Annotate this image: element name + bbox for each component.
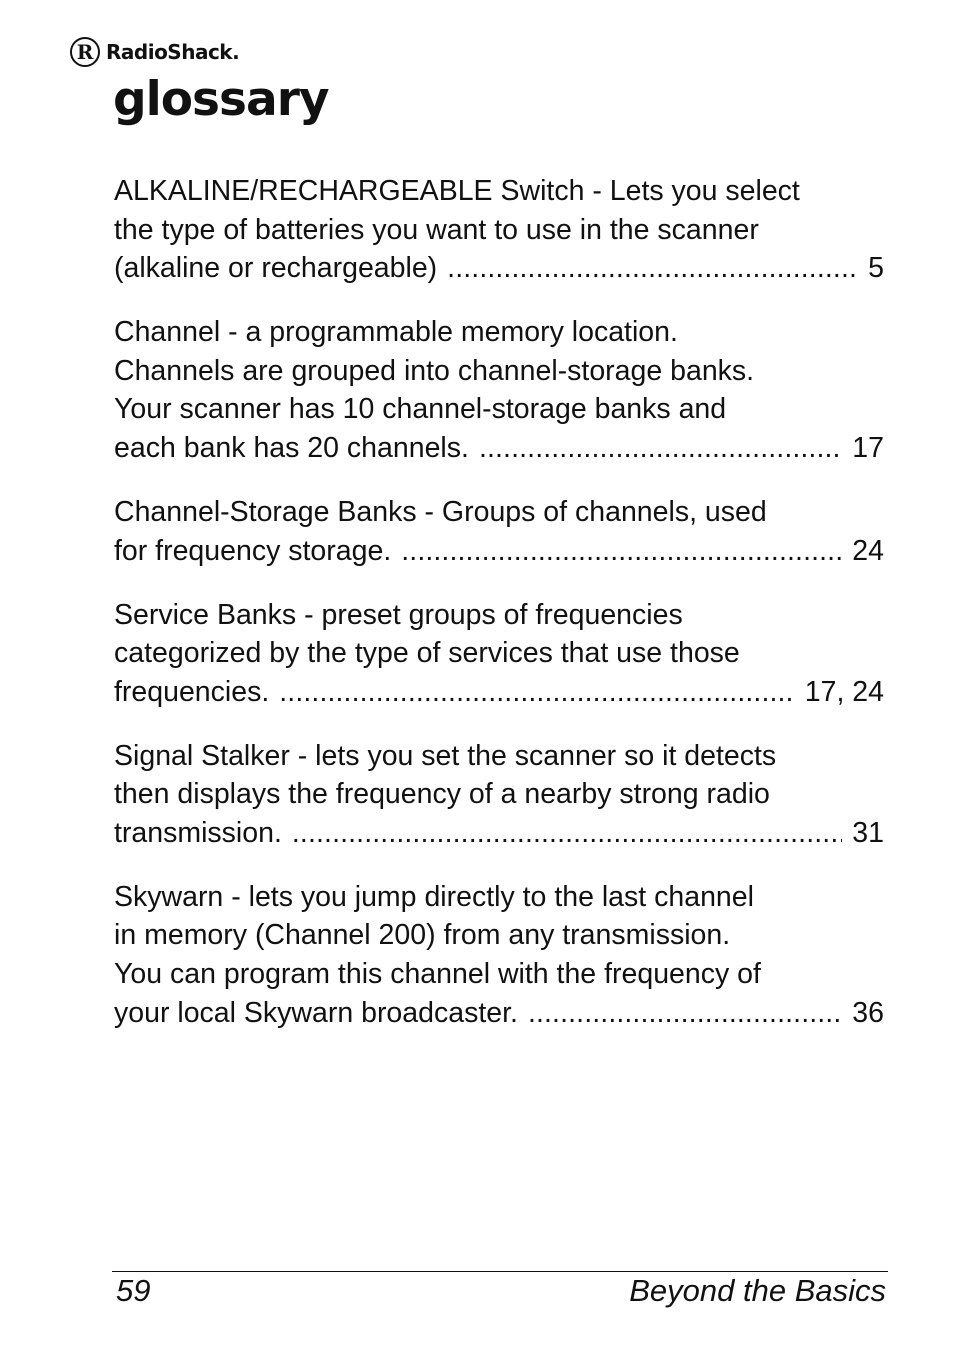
footer-page-number: 59 (116, 1273, 151, 1308)
dot-leader (447, 249, 858, 288)
registered-logo-icon: R (70, 37, 100, 67)
entry-final-line (114, 532, 884, 571)
entry-final-line (114, 994, 884, 1033)
entry-text-line: Skywarn - lets you jump directly to the last channel (114, 880, 754, 913)
dot-leader (528, 994, 842, 1033)
entry-text-line: the type of batteries you want to use in the scanner (114, 213, 759, 246)
entry-text-line: Channel - a programmable memory location. (114, 316, 678, 349)
logo-wordmark (106, 40, 239, 64)
entry-text-line: categorized by the type of services that use those (114, 637, 740, 670)
entry-final-line (114, 249, 884, 288)
dot-leader (401, 532, 842, 571)
entry-text-line: Channels are grouped into channel-storage banks. (114, 354, 755, 387)
entry-text-line: Signal Stalker - lets you set the scanner so it detects (114, 739, 777, 772)
entry-text-line: Channel-Storage Banks - Groups of channels, used (114, 495, 767, 528)
glossary-entry-service-banks (114, 596, 884, 712)
entry-text-line: then displays the frequency of a nearby strong radio (114, 778, 770, 811)
radioshack-logo (70, 37, 239, 67)
glossary-entry-signal-stalker (114, 737, 884, 853)
entry-text-line: You can program this channel with the frequency of (114, 958, 761, 991)
logo-name: RadioShack (106, 40, 233, 64)
entry-final-line (114, 429, 884, 468)
page-reference: 17, 24 (804, 675, 884, 708)
entry-final-line (114, 673, 884, 712)
entry-text-line: ALKALINE/RECHARGEABLE Switch - Lets you select (114, 175, 800, 207)
entry-text-line: frequencies. (114, 675, 270, 708)
entry-text-line: (alkaline or rechargeable) (114, 252, 438, 285)
entry-text-line: each bank has 20 channels. (114, 431, 469, 464)
glossary-entry-alkaline-rechargeable (114, 172, 884, 288)
glossary-entry-channel-storage-banks (114, 493, 884, 570)
entry-text-line: in memory (Channel 200) from any transmission. (114, 919, 731, 952)
entry-text-line: for frequency storage. (114, 534, 392, 567)
logo-suffix: . (232, 40, 240, 64)
glossary-entry-channel (114, 313, 884, 467)
entry-text-line: Your scanner has 10 channel-storage banks and (114, 393, 727, 426)
page-reference: 17 (852, 431, 884, 464)
entry-final-line (114, 814, 884, 853)
dot-leader (479, 429, 842, 468)
page-reference: 36 (852, 996, 884, 1029)
footer-rule (112, 1271, 888, 1272)
entry-text-line: your local Skywarn broadcaster. (114, 996, 518, 1029)
glossary-entry-skywarn (114, 878, 884, 1032)
page-title: glossary (113, 72, 329, 127)
page-reference: 31 (852, 816, 884, 849)
dot-leader (279, 673, 794, 712)
glossary-list (114, 172, 884, 1032)
page-reference: 5 (868, 252, 884, 285)
entry-text-line: Service Banks - preset groups of frequencies (114, 598, 683, 631)
entry-text-line: transmission. (114, 816, 282, 849)
dot-leader (292, 814, 842, 853)
page-reference: 24 (852, 534, 884, 567)
footer-section-title: Beyond the Basics (629, 1273, 886, 1308)
